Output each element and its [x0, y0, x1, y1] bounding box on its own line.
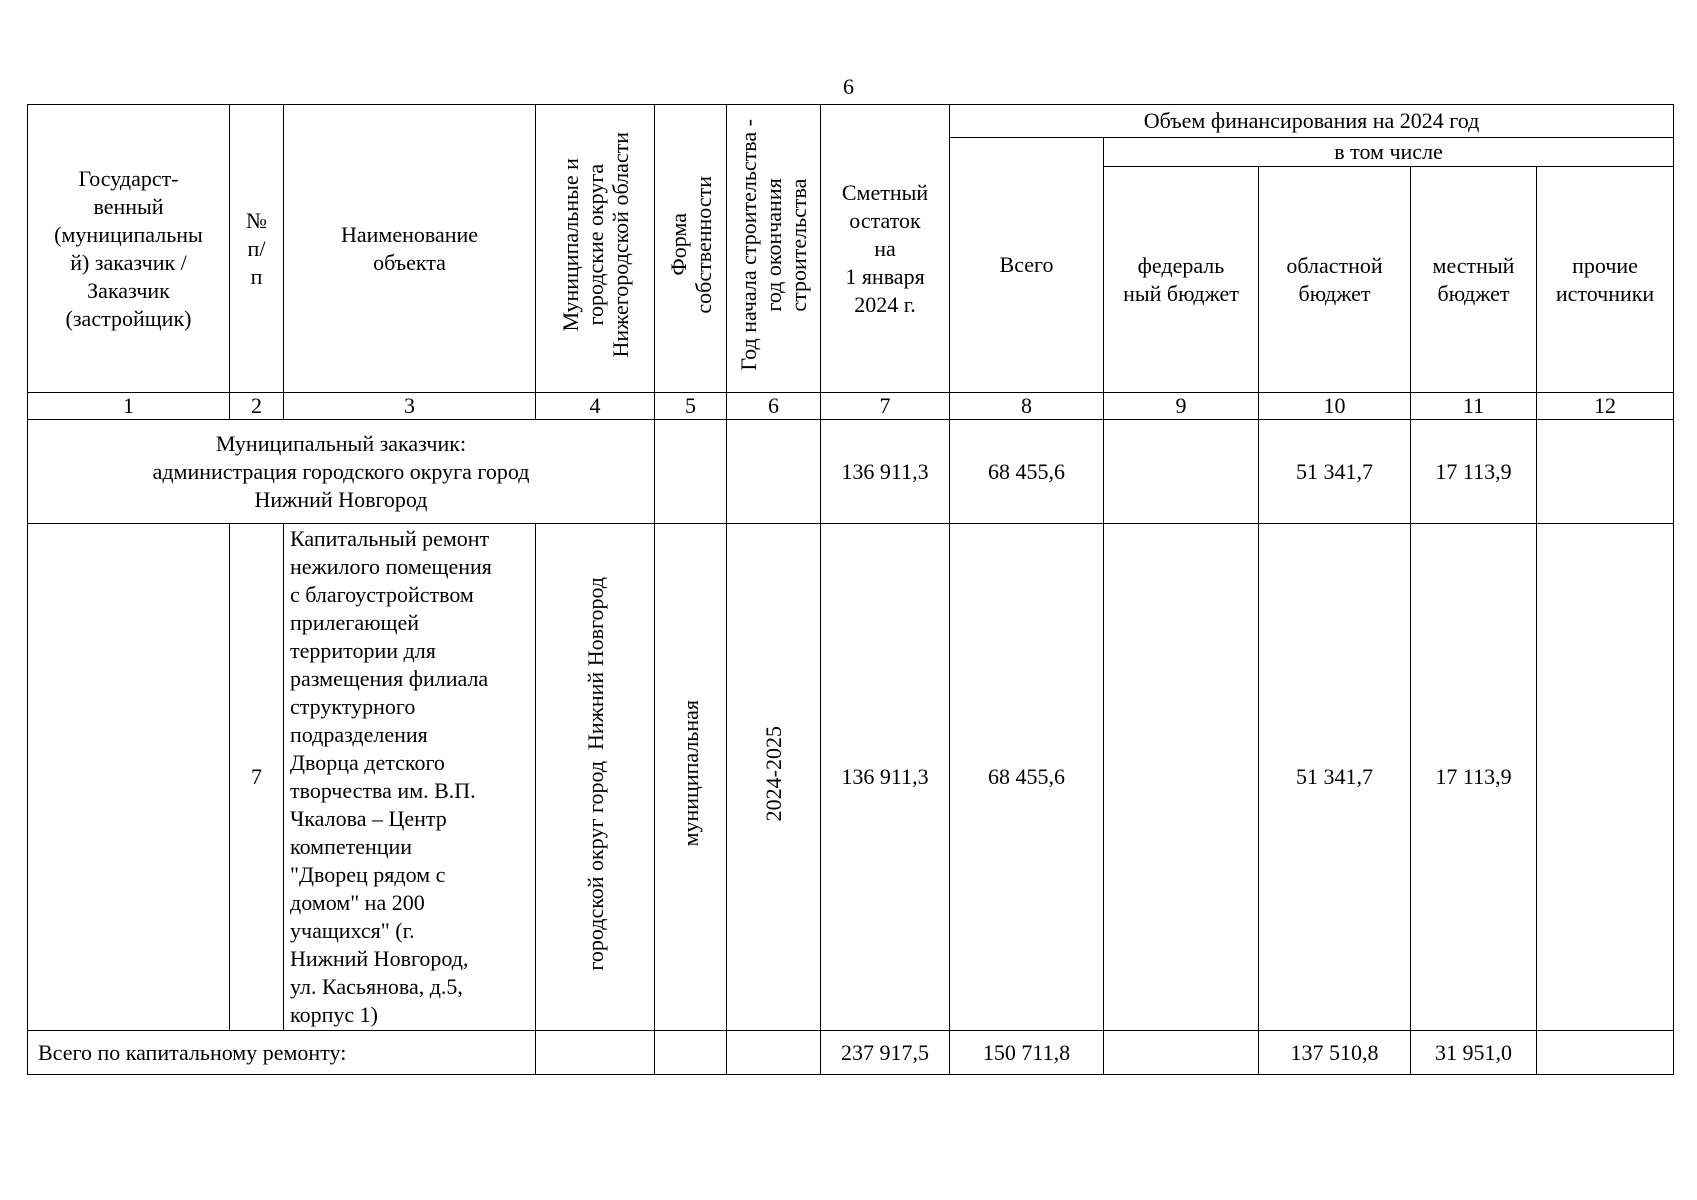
column-number: 3 [284, 393, 536, 420]
empty-cell [727, 420, 821, 524]
empty-cell [655, 1031, 727, 1075]
header-row-1 [28, 105, 1674, 138]
object-ownership: муниципальная [678, 700, 703, 847]
other-value [1537, 1031, 1674, 1075]
total-value: 68 455,6 [950, 524, 1104, 1031]
header-estimate-balance: Сметный остаток на 1 января 2024 г. [821, 105, 950, 393]
object-item-no: 7 [230, 524, 284, 1031]
estimate-balance-value: 237 917,5 [821, 1031, 950, 1075]
other-value [1537, 524, 1674, 1031]
customer-row [28, 420, 1674, 524]
header-other: прочие источники [1537, 167, 1674, 393]
federal-value [1104, 524, 1259, 1031]
header-regional: областной бюджет [1259, 167, 1411, 393]
column-number: 7 [821, 393, 950, 420]
header-funding-group: Объем финансирования на 2024 год [950, 105, 1674, 138]
local-value: 31 951,0 [1411, 1031, 1537, 1075]
object-years-cell [727, 524, 821, 1031]
object-customer [28, 524, 230, 1031]
object-row [28, 524, 1674, 1031]
header-federal: федераль ный бюджет [1104, 167, 1259, 393]
column-number: 8 [950, 393, 1104, 420]
total-value: 150 711,8 [950, 1031, 1104, 1075]
regional-value: 51 341,7 [1259, 524, 1411, 1031]
customer-name: Муниципальный заказчик: администрация городского округа город Нижний Новгород [28, 420, 655, 524]
column-number-row [28, 393, 1674, 420]
header-years: Год начала строительства - год окончания строительства [736, 119, 811, 371]
header-ownership: Форма собственности [665, 176, 716, 314]
column-number: 10 [1259, 393, 1411, 420]
header-including: в том числе [1104, 138, 1674, 167]
header-municipality: Муниципальные и городские округа Нижегородской области [557, 132, 633, 358]
column-number: 9 [1104, 393, 1259, 420]
regional-value: 51 341,7 [1259, 420, 1411, 524]
column-number: 2 [230, 393, 284, 420]
federal-value [1104, 420, 1259, 524]
object-years: 2024-2025 [761, 725, 786, 822]
local-value: 17 113,9 [1411, 524, 1537, 1031]
header-municipality-cell [536, 105, 655, 393]
header-ownership-cell [655, 105, 727, 393]
total-value: 68 455,6 [950, 420, 1104, 524]
local-value: 17 113,9 [1411, 420, 1537, 524]
federal-value [1104, 1031, 1259, 1075]
funding-table [27, 104, 1674, 1075]
empty-cell [727, 1031, 821, 1075]
other-value [1537, 420, 1674, 524]
column-number: 4 [536, 393, 655, 420]
object-municipality-cell [536, 524, 655, 1031]
header-object-name: Наименование объекта [284, 105, 536, 393]
regional-value: 137 510,8 [1259, 1031, 1411, 1075]
header-customer: Государст- венный (муниципальны й) заказчик / Заказчик (застройщик) [28, 105, 230, 393]
column-number: 12 [1537, 393, 1674, 420]
column-number: 1 [28, 393, 230, 420]
estimate-balance-value: 136 911,3 [821, 420, 950, 524]
header-item-no: № п/ п [230, 105, 284, 393]
estimate-balance-value: 136 911,3 [821, 524, 950, 1031]
object-ownership-cell [655, 524, 727, 1031]
object-municipality: городской округ город Нижний Новгород [582, 576, 608, 971]
empty-cell [655, 420, 727, 524]
page-number: 6 [843, 74, 854, 99]
empty-cell [536, 1031, 655, 1075]
header-local: местный бюджет [1411, 167, 1537, 393]
column-number: 5 [655, 393, 727, 420]
column-number: 6 [727, 393, 821, 420]
header-total: Всего [950, 138, 1104, 393]
column-number: 11 [1411, 393, 1537, 420]
header-years-cell [727, 105, 821, 393]
total-row [28, 1031, 1674, 1075]
total-label: Всего по капитальному ремонту: [28, 1031, 536, 1075]
object-name: Капитальный ремонт нежилого помещения с благоустройством прилегающей территории для размещения филиала структурного подразделения Дворца детского творчества им. В.П. Чкалова – Центр компетенции "Дворец рядом с домом" на 200 учащихся" (г. Нижний Новгород, ул. Касьянова, д.5, корпус 1) [284, 524, 536, 1031]
